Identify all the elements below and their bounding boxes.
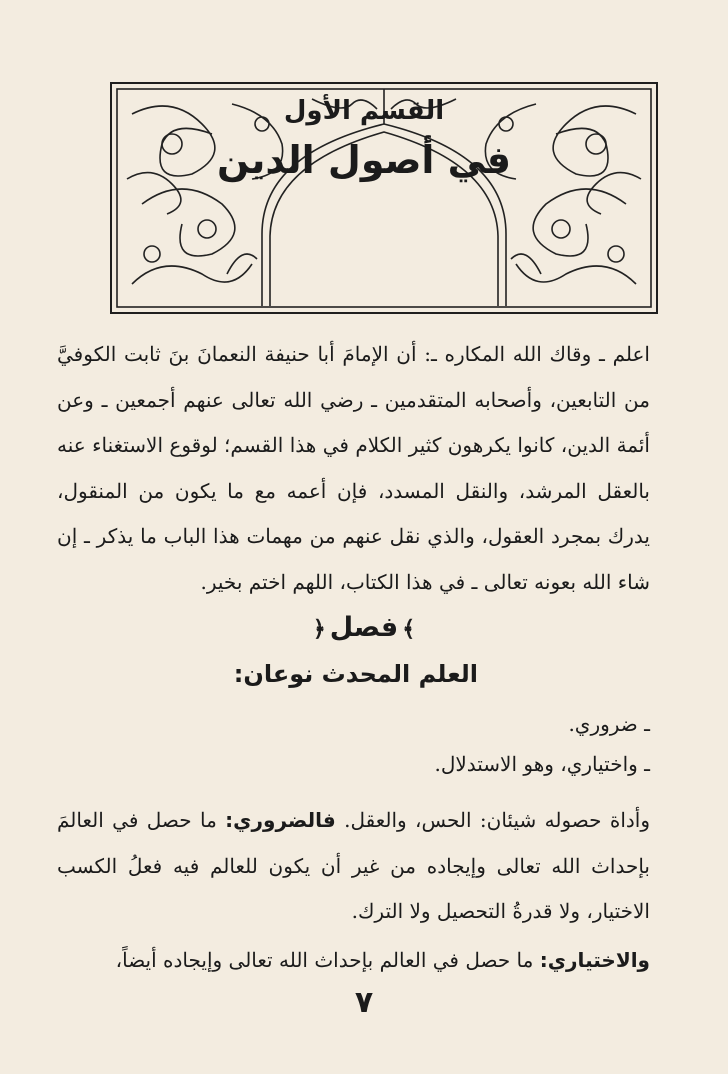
paragraph-body: ما حصل في العالم بإحداث الله تعالى وإيجاده أيضاً، xyxy=(115,948,534,972)
paragraph-body: ما حصل في العالمَ بإحداث الله تعالى وإيجاده من غير أن يكون للعالم فيه فعلُ الكسب الاختيار، ولا قدرةُ التحصيل ولا الترك. xyxy=(57,808,650,923)
section-title: العلم المحدث نوعان: xyxy=(233,660,478,688)
list-item: ـ ضروري. xyxy=(568,712,650,736)
page-number: ٧ xyxy=(354,985,374,1020)
part-subtitle: في أصول الدين xyxy=(216,138,512,182)
list-item: ـ واختياري، وهو الاستدلال. xyxy=(434,752,650,776)
section-label: فصل xyxy=(329,612,399,643)
term-necessary: فالضروري: xyxy=(225,808,336,832)
term-acquired: والاختياري: xyxy=(539,948,650,972)
ornate-bracket-icon: ﴿ xyxy=(312,617,326,642)
intro-paragraph: اعلم ـ وقاك الله المكاره ـ: أن الإمامَ أبا حنيفة النعمانَ بنَ ثابت الكوفيَّ من التابعين، وأصحابه المتقدمين ـ رضي الله تعالى عنهم أجمعين ـ وعن أئمة الدين، كانوا يكرهون كثير الكلام في هذا القسم؛ لوقوع الاستغناء عنه بالعقل المرشد، والنقل المسدد، فإن أعمه مع ما يكون من المنقول، يدرك بمجرد العقول، والذي نقل عنهم من مهمات هذا الباب ما يذكر ـ إن شاء الله بعونه تعالى ـ في هذا الكتاب، اللهم اختم بخير. xyxy=(57,342,650,594)
section-heading xyxy=(0,612,728,643)
ornate-bracket-icon: ﴾ xyxy=(402,617,416,642)
necessary-knowledge-paragraph xyxy=(57,798,650,935)
paragraph-lead: وأداة حصوله شيئان: الحس، والعقل. xyxy=(344,808,651,832)
part-title: القسم الأول xyxy=(283,96,445,126)
acquired-knowledge-paragraph xyxy=(57,938,650,984)
